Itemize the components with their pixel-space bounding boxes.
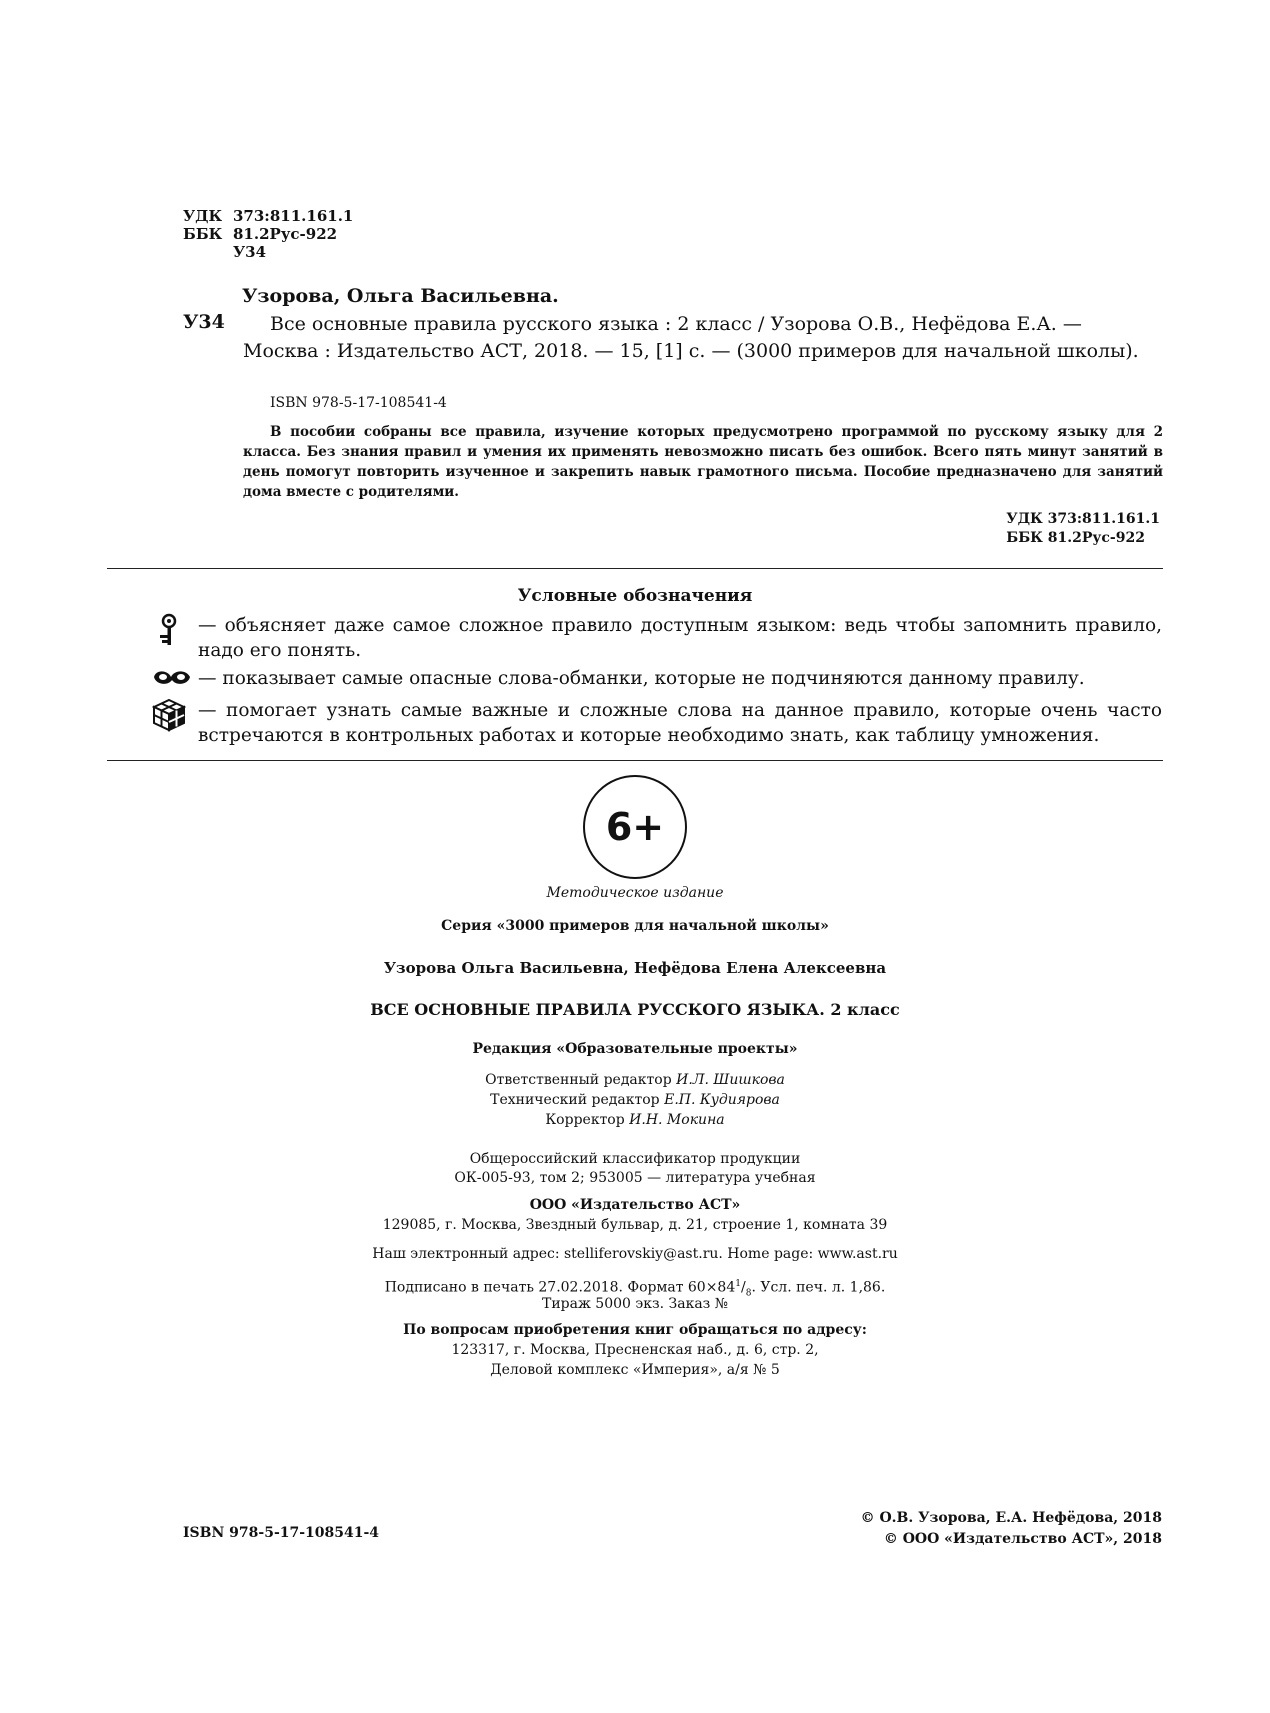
classifier-line-1: Общероссийский классификатор продукции <box>469 1151 801 1167</box>
author-sign: У34 <box>233 243 267 261</box>
legend-title: Условные обозначения <box>517 586 753 606</box>
contact-line: Наш электронный адрес: stelliferovskiy@ast.ru. Home page: www.ast.ru <box>372 1246 898 1262</box>
edition-type: Методическое издание <box>546 885 724 901</box>
format-fraction-denominator: 8 <box>745 1288 752 1299</box>
udc-label: УДК <box>183 207 223 225</box>
print-details-a: Подписано в печать 27.02.2018. Формат 60×84 <box>384 1279 736 1296</box>
authors: Узорова Ольга Васильевна, Нефёдова Елена Алексеевна <box>383 959 887 977</box>
annotation: В пособии собраны все правила, изучение которых предусмотрено программой по русскому языку для 2 класса. Без знания правил и умения их применять невозможно писать без ошибок. Всего пять минут занятий в день помогут повторить изученное и закрепить навык грамотного письма. Пособие предназначено для занятий дома вместе с родителями. <box>243 424 1163 500</box>
series: Серия «3000 примеров для начальной школы» <box>441 918 829 934</box>
legend-item-mask <box>152 666 1162 696</box>
udc-value: 373:811.161.1 <box>233 207 354 225</box>
proofreader <box>0 1111 1270 1130</box>
bibliographic-record <box>243 311 1163 365</box>
classifier-line-2: ОК-005-93, том 2; 953005 — литература учебная <box>454 1170 816 1186</box>
legend-text-mask: — показывает самые опасные слова-обманки, которые не подчиняются данному правилу. <box>198 668 1085 689</box>
circulation: Тираж 5000 экз. Заказ № <box>541 1296 728 1312</box>
catalog-block <box>183 207 353 261</box>
bbk-value: 81.2Рус-922 <box>233 225 338 243</box>
proofreader-label: Корректор <box>545 1112 625 1128</box>
book-title: ВСЕ ОСНОВНЫЕ ПРАВИЛА РУССКОГО ЯЗЫКА. 2 класс <box>370 1000 900 1019</box>
legend-item-cube <box>152 698 1162 748</box>
age-rating-badge: 6+ <box>583 775 687 879</box>
proofreader-name: И.Н. Мокина <box>629 1112 725 1128</box>
divider-bottom <box>107 760 1163 761</box>
isbn-record: ISBN 978-5-17-108541-4 <box>270 395 447 411</box>
key-icon <box>152 613 198 643</box>
responsible-editor-name: И.Л. Шишкова <box>676 1072 785 1088</box>
responsible-editor-label: Ответственный редактор <box>485 1072 672 1088</box>
publisher-address: 129085, г. Москва, Звездный бульвар, д. 21, строение 1, комната 39 <box>382 1217 888 1233</box>
purchase-line-2: 123317, г. Москва, Пресненская наб., д. 6, стр. 2, <box>451 1342 819 1358</box>
technical-editor <box>0 1091 1270 1110</box>
print-details: Подписано в печать 27.02.2018. Формат $60\times 84^1/_8$. Усл. печ. л. 1,86. <box>384 1279 886 1299</box>
legend-item-key <box>152 613 1162 663</box>
copyright-publisher: © ООО «Издательство АСТ», 2018 <box>883 1531 1162 1547</box>
purchase-line-3: Деловой комплекс «Империя», а/я № 5 <box>490 1362 780 1378</box>
print-details-b: . Усл. печ. л. 1,86. <box>751 1279 886 1296</box>
bib-line-1: Все основные правила русского языка : 2 класс / Узорова О.В., Нефёдова Е.А. — <box>270 313 1082 335</box>
legend-text-cube: — помогает узнать самые важные и сложные слова на данное правило, которые очень часто встречаются в контрольных работах и которые необходимо знать, как таблицу умножения. <box>198 700 1162 746</box>
editorial-office: Редакция «Образовательные проекты» <box>472 1041 798 1057</box>
bbk-right: ББК 81.2Рус-922 <box>1006 530 1145 546</box>
footer-isbn: ISBN 978-5-17-108541-4 <box>183 1525 380 1541</box>
bbk-label: ББК <box>183 225 223 243</box>
bib-line-rest: Москва : Издательство АСТ, 2018. — 15, [1] с. — (3000 примеров для начальной школы). <box>243 340 1139 362</box>
author-heading: Узорова, Ольга Васильевна. <box>242 285 559 307</box>
responsible-editor <box>0 1071 1270 1090</box>
author-mark: У34 <box>183 311 225 333</box>
copyright-authors: © О.В. Узорова, Е.А. Нефёдова, 2018 <box>860 1510 1162 1526</box>
purchase-line-1: По вопросам приобретения книг обращаться по адресу: <box>403 1322 867 1338</box>
copyright-block <box>861 1508 1162 1550</box>
legend-text-key: — объясняет даже самое сложное правило доступным языком: ведь чтобы запомнить правило, надо его понять. <box>198 615 1162 661</box>
udc-right: УДК 373:811.161.1 <box>1006 511 1160 527</box>
udc-bbk-right <box>1006 510 1160 548</box>
technical-editor-name: Е.П. Кудиярова <box>664 1092 780 1108</box>
cube-icon <box>152 698 198 728</box>
format-fraction-numerator: 1 <box>735 1279 741 1289</box>
mask-icon <box>152 666 198 696</box>
publisher: ООО «Издательство АСТ» <box>529 1197 741 1213</box>
divider-top <box>107 568 1163 569</box>
technical-editor-label: Технический редактор <box>490 1092 660 1108</box>
